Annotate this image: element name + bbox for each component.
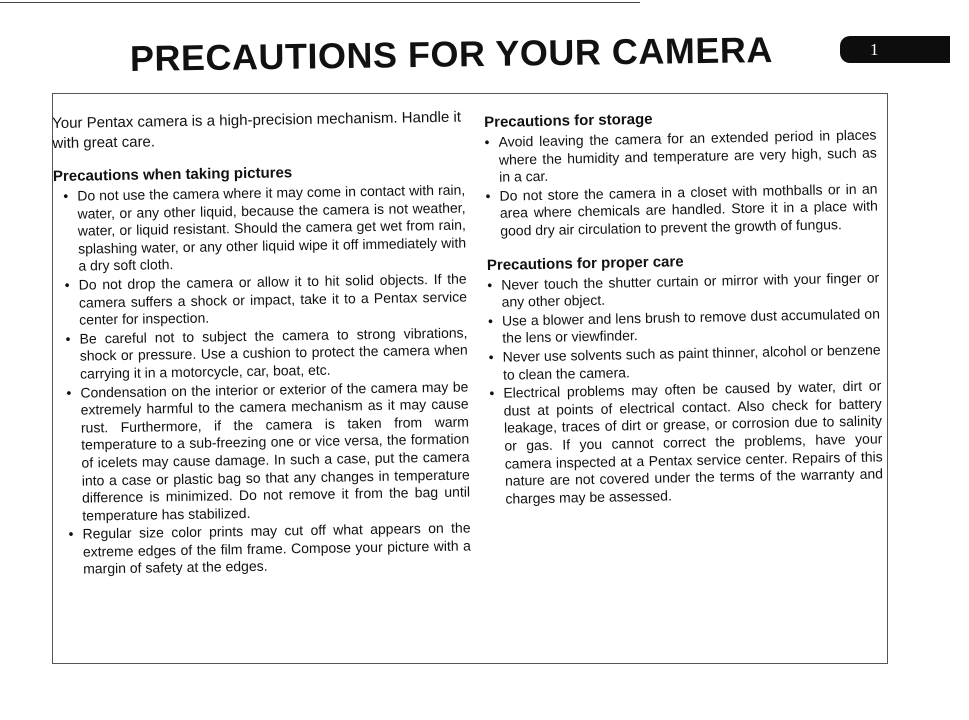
section-heading-storage: Precautions for storage [484,110,653,131]
taking-pictures-list [53,182,471,579]
intro-text: Your Pentax camera is a high-precision mechanism. Handle it with great care. [52,108,462,152]
bullet-icon: • [68,525,74,543]
list-item: • Never use solvents such as paint thinner, alcohol or benzene to clean the camera. [488,341,881,383]
left-column [52,108,472,595]
bullet-icon: • [489,384,495,402]
list-item: • Be careful not to subject the camera to strong vibrations, shock or pressure. Use a cushion to protect the camera when carrying it in a motorcycle, car, boat, etc. [65,324,468,382]
bullet-icon: • [484,133,490,150]
list-item: • Condensation on the interior or exterior of the camera may be extremely harmful to the camera mechanism as it may cause rust. Furthermore, if the camera is taken from warm temperature to a sub-freezing one or vice versa, the formation of icelets may cause damage. In such a case, put the camera into a case or plastic bag so that any changes in temperature difference is minimized. Do not remove it from the bag until temperature has stabilized. [66,378,471,524]
page-number: 1 [870,40,879,59]
bullet-icon: • [65,330,71,347]
bullet-icon: • [63,187,69,204]
bullet-icon: • [64,276,70,293]
right-column [484,106,884,524]
bullet-icon: • [66,384,72,401]
list-item: • Regular size color prints may cut off what appears on the extreme edges of the film frame. Compose your picture with a margin of safety at the edges. [68,519,471,578]
bullet-icon: • [485,187,491,204]
list-item: • Never touch the shutter curtain or mirror with your finger or any other object. [487,269,880,310]
list-item: • Do not use the camera where it may come in contact with rain, water, or any other liquid, because the camera is not weather, water, or liquid resistant. Should the camera get wet from rain, splashing water, or any other liquid wipe it off immediately with a dry soft cloth. [63,181,467,274]
list-item: • Do not store the camera in a closet with mothballs or in an area where chemicals are handled. Store it in a place with good dry air circulation to prevent the growth of fungus. [485,180,878,239]
list-item: • Use a blower and lens brush to remove dust accumulated on the lens or viewfinder. [487,305,881,347]
storage-list [484,126,878,240]
list-item: • Avoid leaving the camera for an extended period in places where the humidity and temperature are very high, such as in a car. [484,126,877,185]
proper-care-list [487,269,883,508]
top-rule [0,2,640,3]
section-heading-proper-care: Precautions for proper care [486,252,684,274]
list-item: • Do not drop the camera or allow it to hit solid objects. If the camera suffers a shock or impact, take it to a Pentax service center for inspection. [64,270,468,328]
section-heading-taking-pictures: Precautions when taking pictures [52,164,293,185]
page-title: PRECAUTIONS FOR YOUR CAMERA [129,29,774,79]
page-number-tab [840,36,950,63]
list-item: • Electrical problems may often be caused by water, dirt or dust at points of electrical contact. Also check for battery leakage, traces of dirt or grease, or corrosion due to salinity or gas. If you cannot correct the problems, have your camera inspected at a Pentax service center. Repairs of this nature are not covered under the terms of the warranty and charges may be assessed. [489,377,884,507]
bullet-icon: • [487,312,494,329]
bullet-icon: • [488,348,494,365]
bullet-icon: • [487,276,493,293]
